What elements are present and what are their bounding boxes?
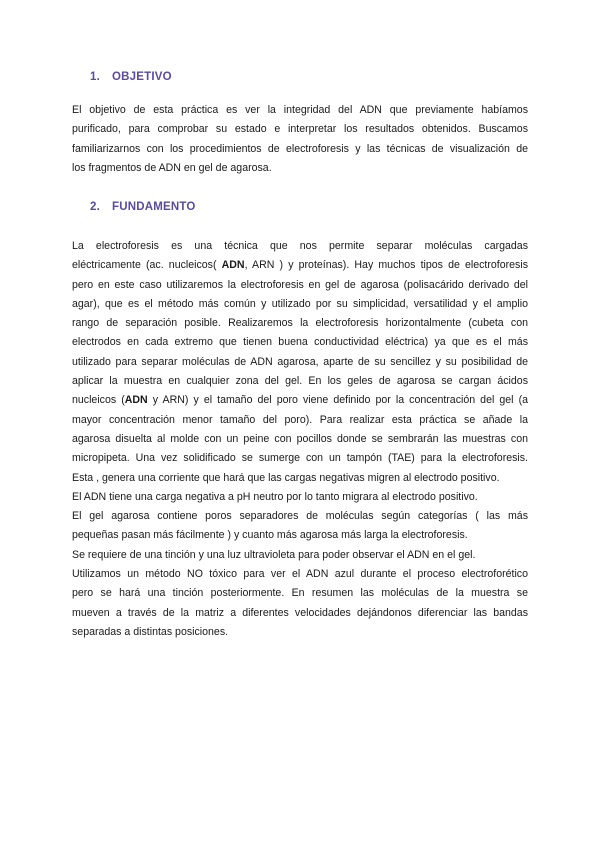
paragraph-line: purificado, para comprobar su estado e interpretar los resultados obtenidos. Buscamos (72, 123, 528, 136)
paragraph-line: mayor concentración menor tamaño del poro). Para realizar esta práctica se añade la (72, 413, 528, 426)
paragraph-line: agarosa disuelta al molde con un peine con pocillos donde se sembrarán las muestras con (72, 432, 528, 445)
bold-term: ADN (221, 259, 245, 272)
paragraph-line: rango de separación posible. Realizaremos la electroforesis horizontalmente (cubeta con (72, 317, 528, 330)
section-title: OBJETIVO (112, 71, 172, 83)
paragraph-line: El gel agarosa contiene poros separadores de moléculas según categorías ( las más (72, 510, 528, 523)
section-heading-fundamento (72, 201, 196, 213)
section-number: 1. (90, 71, 100, 83)
paragraph-line: agar), que es el método más común y utilizado por su simplicidad, versatilidad y el amplio (72, 297, 528, 310)
paragraph-line (72, 256, 528, 275)
paragraph-line: utilizado para separar moléculas de ADN agarosa, aparte de su sencillez y su posibilidad de (72, 355, 528, 368)
paragraph-line: electrodos en cada extremo que tienen buena conductividad eléctrica) ya que es el más (72, 336, 528, 349)
section-title: FUNDAMENTO (112, 201, 196, 213)
paragraph-line: pequeñas pasan más fácilmente ) y cuanto más agarosa más larga la electroforesis. (72, 529, 468, 542)
paragraph-line: micropipeta. Una vez solidificado se sumerge con un tampón (TAE) para la electroforesis. (72, 452, 528, 465)
paragraph-line: pero se hará una tinción posteriormente. En resumen las moléculas de la muestra se (72, 587, 528, 600)
paragraph-line (72, 391, 528, 410)
bold-term: ADN (124, 394, 148, 407)
line-text: , ARN ) y proteínas). Hay muchos tipos de electroforesis (244, 259, 528, 272)
objetivo-paragraph (72, 101, 528, 178)
paragraph-line: La electroforesis es una técnica que nos permite separar moléculas cargadas (72, 240, 528, 252)
paragraph-line: El objetivo de esta práctica es ver la integridad del ADN que previamente habíamos (72, 104, 528, 116)
section-heading-objetivo (72, 71, 172, 83)
paragraph-line: pero en este caso utilizaremos la electroforesis en gel de agarosa (polisacárido derivado del (72, 278, 528, 291)
line-text: nucleicos ( (72, 394, 125, 407)
paragraph-line: Se requiere de una tinción y una luz ultravioleta para poder observar el ADN en el gel. (72, 548, 476, 561)
line-text: eléctricamente (ac. nucleicos( (72, 259, 222, 272)
paragraph-line: mueven a través de la matriz a diferentes velocidades dejándonos diferenciar las bandas (72, 606, 528, 619)
paragraph-line: Esta , genera una corriente que hará que las cargas negativas migren al electrodo positivo. (72, 471, 500, 484)
paragraph-line: familiarizarnos con los procedimientos de electroforesis y las técnicas de visualización de (72, 142, 528, 155)
paragraph-line: los fragmentos de ADN en gel de agarosa. (72, 161, 272, 174)
paragraph-line: aplicar la muestra en cualquier zona del gel. En los geles de agarosa se cargan ácidos (72, 375, 528, 388)
paragraph-line: Utilizamos un método NO tóxico para ver el ADN azul durante el proceso electroforético (72, 568, 528, 581)
section-number: 2. (90, 201, 100, 213)
fundamento-paragraph (72, 237, 528, 642)
paragraph-line: El ADN tiene una carga negativa a pH neutro por lo tanto migrara al electrodo positivo. (72, 490, 478, 503)
paragraph-line: separadas a distintas posiciones. (72, 625, 229, 638)
line-text: y ARN) y el tamaño del poro viene definido por la concentración del gel (a (147, 394, 528, 407)
